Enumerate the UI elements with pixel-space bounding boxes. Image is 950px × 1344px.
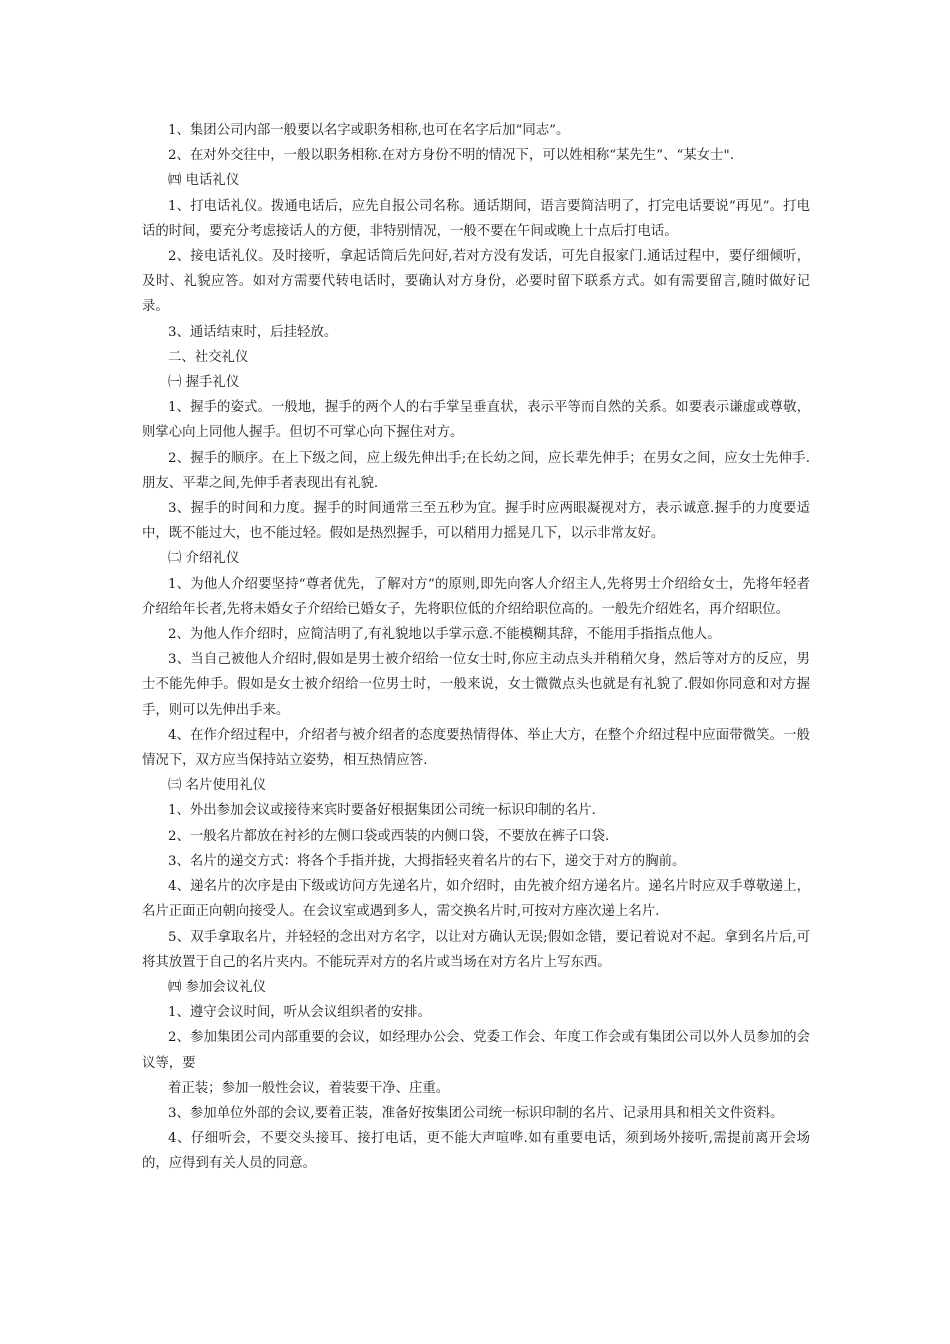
section-heading: ㈢ 名片使用礼仪 — [168, 778, 266, 794]
body-paragraph: 1、为他人介绍要坚持“尊者优先，了解对方”的原则,即先向客人介绍主人,先将男士介绍给女士，先将年轻者介绍给年长者,先将未婚女子介绍给已婚女子，先将职位低的介绍给职位高的。一般先介绍姓名，再介绍职位。 — [142, 576, 810, 617]
section-heading: ㈠ 握手礼仪 — [168, 375, 240, 391]
document-page — [0, 118, 950, 1177]
body-paragraph: 3、名片的递交方式：将各个手指并拢，大拇指轻夹着名片的右下，递交于对方的胸前。 — [168, 853, 686, 869]
body-paragraph: 4、在作介绍过程中，介绍者与被介绍者的态度要热情得体、举止大方，在整个介绍过程中应面带微笑。一般情况下，双方应当保持站立姿势，相互热情应答. — [142, 727, 810, 769]
body-paragraph: 3、参加单位外部的会议,要着正装，准备好按集团公司统一标识印制的名片、记录用具和相关文件资料。 — [168, 1105, 784, 1121]
body-paragraph: 1、外出参加会议或接待来宾时要备好根据集团公司统一标识印制的名片. — [168, 803, 596, 819]
section-heading: ㈡ 介绍礼仪 — [168, 551, 240, 567]
body-paragraph: 4、仔细听会，不要交头接耳、接打电话，更不能大声喧哗.如有重要电话，须到场外接听,需提前离开会场的，应得到有关人员的同意。 — [142, 1131, 810, 1172]
body-paragraph: 1、握手的姿式。一般地，握手的两个人的右手掌呈垂直状，表示平等而自然的关系。如要表示谦虚或尊敬，则掌心向上同他人握手。但切不可掌心向下握住对方。 — [142, 400, 810, 441]
body-paragraph: 着正装；参加一般性会议，着装要干净、庄重。 — [168, 1080, 450, 1096]
body-paragraph: 3、当自己被他人介绍时,假如是男士被介绍给一位女士时,你应主动点头并稍稍欠身，然后等对方的反应，男士不能先伸手。假如是女士被介绍给一位男士时，一般来说，女士微微点头也就是有礼貌了.假如你同意和对方握手，则可以先伸出手来。 — [142, 652, 810, 718]
body-paragraph: 2、接电话礼仪。及时接听，拿起话筒后先问好,若对方没有发话，可先自报家门.通话过程中，要仔细倾听，及时、礼貌应答。如对方需要代转电话时，要确认对方身份，必要时留下联系方式。如有需要留言,随时做好记录。 — [142, 249, 810, 315]
section-heading: 二、社交礼仪 — [168, 349, 249, 365]
body-paragraph: 2、一般名片都放在衬衫的左侧口袋或西装的内侧口袋，不要放在裤子口袋. — [168, 828, 610, 844]
body-paragraph: 2、在对外交往中，一般以职务相称.在对方身份不明的情况下，可以姓相称“某先生”、“某女士". — [168, 148, 734, 164]
body-paragraph: 1、遵守会议时间，听从会议组织者的安排。 — [168, 1005, 431, 1021]
section-heading: ㈣ 参加会议礼仪 — [168, 979, 266, 995]
body-paragraph: 2、参加集团公司内部重要的会议，如经理办公会、党委工作会、年度工作会或有集团公司以外人员参加的会议等，要 — [142, 1030, 810, 1071]
body-paragraph: 3、握手的时间和力度。握手的时间通常三至五秒为宜。握手时应两眼凝视对方，表示诚意.握手的力度要适中，既不能过大，也不能过轻。假如是热烈握手，可以稍用力摇晃几下，以示非常友好。 — [142, 501, 810, 542]
body-paragraph: 5、双手拿取名片，并轻轻的念出对方名字，以让对方确认无误;假如念错，要记着说对不起。拿到名片后,可将其放置于自己的名片夹内。不能玩弄对方的名片或当场在对方名片上写东西。 — [142, 929, 810, 970]
section-heading: ㈣ 电话礼仪 — [168, 173, 240, 189]
body-paragraph: 3、通话结束时，后挂轻放。 — [168, 324, 338, 340]
body-paragraph: 1、打电话礼仪。拨通电话后，应先自报公司名称。通话期间，语言要简洁明了，打完电话要说“再见”。打电话的时间，要充分考虑接话人的方便，非特别情况，一般不要在午间或晚上十点后打电话。 — [142, 198, 810, 239]
body-paragraph: 1、集团公司内部一般要以名字或职务相称,也可在名字后加“同志”。 — [168, 123, 570, 138]
body-paragraph: 2、为他人作介绍时，应简洁明了,有礼貌地以手掌示意.不能模糊其辞，不能用手指指点他人。 — [168, 627, 721, 643]
body-paragraph: 4、递名片的次序是由下级或访问方先递名片，如介绍时，由先被介绍方递名片。递名片时应双手尊敬递上，名片正面正向朝向接受人。在会议室或遇到多人，需交换名片时,可按对方座次递上名片. — [142, 879, 810, 920]
document-body — [0, 118, 950, 1177]
body-paragraph: 2、握手的顺序。在上下级之间，应上级先伸出手;在长幼之间，应长辈先伸手；在男女之间，应女士先伸手.朋友、平辈之间,先伸手者表现出有礼貌. — [142, 450, 810, 491]
